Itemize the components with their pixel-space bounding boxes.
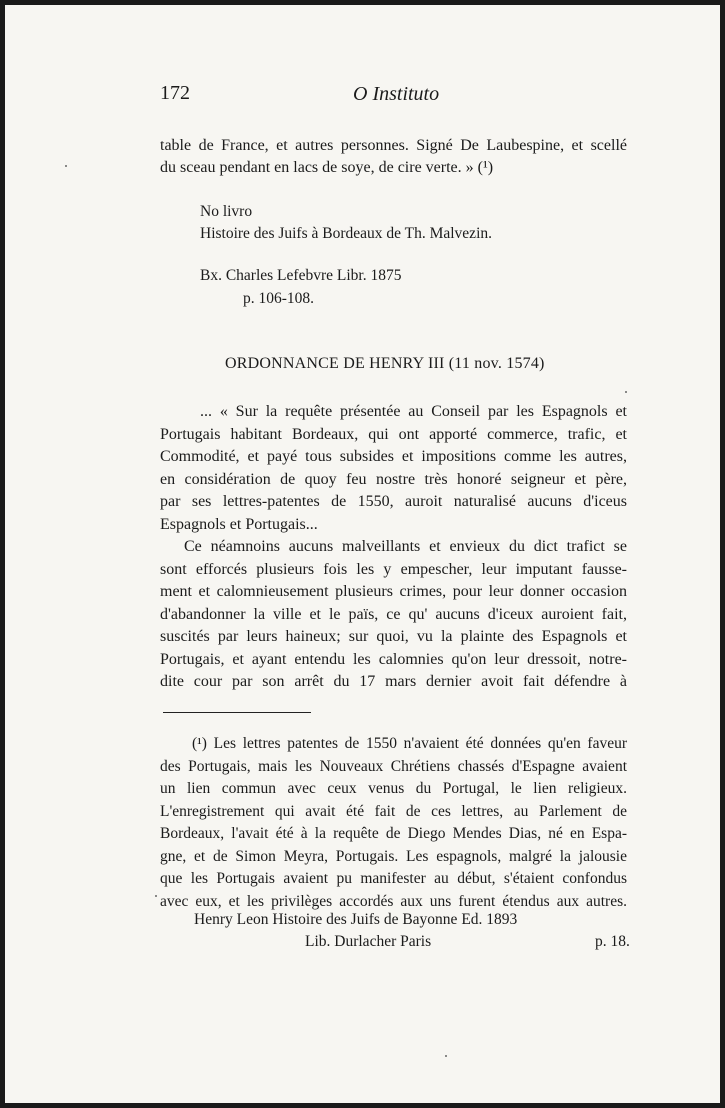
footnote-line: L'enregistrement qui avait été fait de ces lettres, au Parlement de: [160, 802, 627, 820]
text-line: en considération de quoy feu nostre très honoré seigneur et père,: [160, 470, 627, 488]
section-heading: ORDONNANCE DE HENRY III (11 nov. 1574): [225, 355, 545, 372]
text-line: du sceau pendant en lacs de soye, de cire verte. » (¹): [160, 159, 494, 176]
reference-line: p. 106-108.: [243, 290, 315, 307]
text-line: table de France, et autres personnes. Signé De Laubespine, et scellé: [160, 137, 627, 154]
body-text: [160, 401, 627, 694]
text-line: Portugais, et ayant entendu les calomnies qu'on leur dressoit, notre-: [160, 650, 627, 668]
footnote: [160, 733, 627, 913]
continuation-paragraph: [160, 135, 627, 179]
paper-speck: [155, 895, 157, 897]
footnote-citation: Henry Leon Histoire des Juifs de Bayonne Ed. 1893: [194, 911, 518, 928]
footnote-page-ref: p. 18.: [595, 933, 630, 950]
footnote-line: gne, et de Simon Meyra, Portugais. Les espagnols, malgré la jalousie: [160, 847, 627, 865]
footnote-publisher: Lib. Durlacher Paris: [305, 933, 432, 950]
document-page: [5, 5, 720, 1103]
text-line: ment et calomnieusement plusieurs crimes, pour leur donner occasion: [160, 583, 627, 600]
footnote-line: avec eux, et les privilèges accordés aux uns furent étendus aux autres.: [160, 892, 627, 910]
text-line: Ce néamnoins aucuns malveillants et envieux du dict trafict se: [184, 538, 627, 555]
text-line: par ses lettres-patentes de 1550, auroit naturalisé aucuns d'iceus: [160, 493, 627, 510]
page-number: 172: [160, 82, 190, 104]
footnote-line: des Portugais, mais les Nouveaux Chrétiens chassés d'Espagne avaient: [160, 757, 627, 775]
footnote-line: (¹) Les lettres patentes de 1550 n'avaient été données qu'en faveur: [192, 735, 627, 752]
text-line: dite cour par son arrêt du 17 mars dernier avoit fait défendre à: [160, 673, 627, 690]
text-line: suscités par leurs haineux; sur quoi, vu la plainte des Espagnols et: [160, 628, 627, 645]
text-line: Portugais habitant Bordeaux, qui ont apporté commerce, trafic, et: [160, 425, 627, 443]
footnote-line: que les Portugais avaient pu manifester au début, s'étaient confondus: [160, 870, 627, 887]
paper-speck: [625, 391, 627, 393]
text-line: d'abandonner la ville et le païs, ce qu' aucuns d'iceux auroient fait,: [160, 605, 627, 623]
footnote-divider: [163, 712, 311, 713]
footnote-line: Bordeaux, l'avait été à la requête de Diego Mendes Dias, né en Espa-: [160, 825, 627, 842]
reference-line: Histoire des Juifs à Bordeaux de Th. Malvezin.: [200, 225, 492, 242]
text-line: ... « Sur la requête présentée au Conseil par les Espagnols et: [200, 403, 627, 420]
text-line: Espagnols et Portugais...: [160, 515, 318, 533]
footnote-line: un lien commun avec ceux venus du Portugal, le lien religieux.: [160, 780, 627, 797]
reference-line: No livro: [200, 203, 253, 220]
text-line: Commodité, et payé tous subsides et impositions comme les autres,: [160, 448, 627, 465]
running-title: O Instituto: [353, 83, 440, 105]
text-line: sont efforcés plusieurs fois les y empescher, leur imputant fausse-: [160, 560, 627, 578]
paper-speck: [65, 165, 67, 167]
paper-speck: [445, 1055, 447, 1057]
reference-line: Bx. Charles Lefebvre Libr. 1875: [200, 267, 402, 284]
